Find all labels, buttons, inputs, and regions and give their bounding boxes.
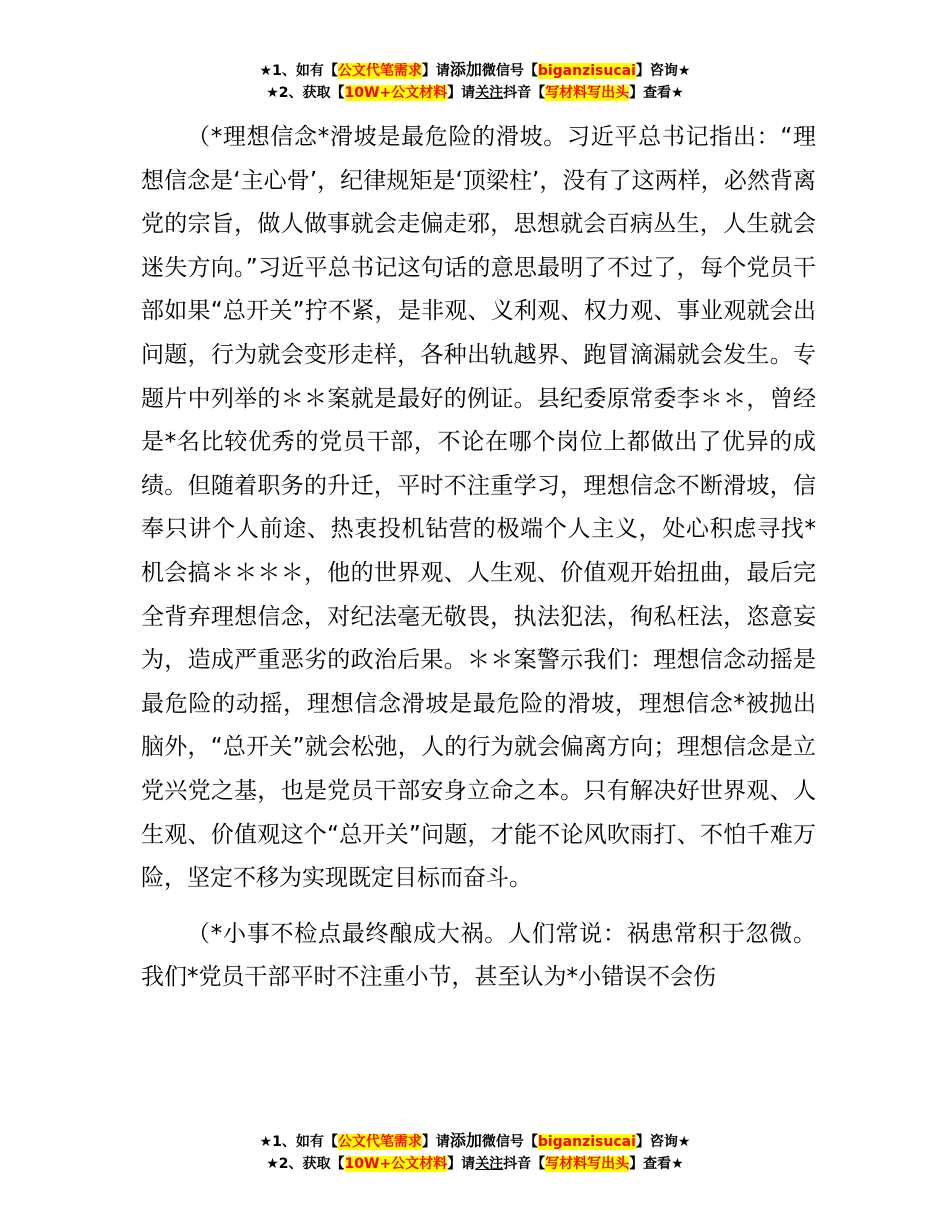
banner-line-1: ★1、如有【公文代笔需求】请添加微信号【biganzisucai】咨询★: [259, 60, 691, 79]
header-banner: [0, 59, 950, 104]
document-body: [141, 116, 816, 1000]
banner-line-2: ★2、获取【10W+公文材料】请关注抖音【写材料写出头】查看★: [266, 85, 684, 101]
paragraph: （*小事不检点最终酿成大祸。人们常说：祸患常积于忽微。我们*党员干部平时不注重小节，甚至认为*小错误不会伤: [141, 920, 816, 991]
banner-line-1: ★1、如有【公文代笔需求】请添加微信号【biganzisucai】咨询★: [259, 1131, 691, 1150]
banner-line-2: ★2、获取【10W+公文材料】请关注抖音【写材料写出头】查看★: [266, 1156, 684, 1172]
paragraph: （*理想信念*滑坡是最危险的滑坡。习近平总书记指出：“理想信念是‘主心骨’，纪律规矩是‘顶梁柱’，没有了这两样，必然背离党的宗旨，做人做事就会走偏走邪，思想就会百病丛生，人生就会迷失方向。”习近平总书记这句话的意思最明了不过了，每个党员干部如果“总开关”拧不紧，是非观、义利观、权力观、事业观就会出问题，行为就会变形走样，各种出轨越界、跑冒滴漏就会发生。专题片中列举的＊＊案就是最好的例证。县纪委原常委李＊＊，曾经是*名比较优秀的党员干部，不论在哪个岗位上都做出了优异的成绩。但随着职务的升迁，平时不注重学习，理想信念不断滑坡，信奉只讲个人前途、热衷投机钻营的极端个人主义，处心积虑寻找*机会搞＊＊＊＊，他的世界观、人生观、价值观开始扭曲，最后完全背弃理想信念，对纪法毫无敬畏，执法犯法，徇私枉法，恣意妄为，造成严重恶劣的政治后果。＊＊案警示我们：理想信念动摇是最危险的动摇，理想信念滑坡是最危险的滑坡，理想信念*被抛出脑外，“总开关”就会松弛，人的行为就会偏离方向；理想信念是立党兴党之基，也是党员干部安身立命之本。只有解决好世界观、人生观、价值观这个“总开关”问题，才能不论风吹雨打、不怕千难万险，坚定不移为实现既定目标而奋斗。: [141, 124, 816, 892]
footer-banner: [0, 1130, 950, 1175]
